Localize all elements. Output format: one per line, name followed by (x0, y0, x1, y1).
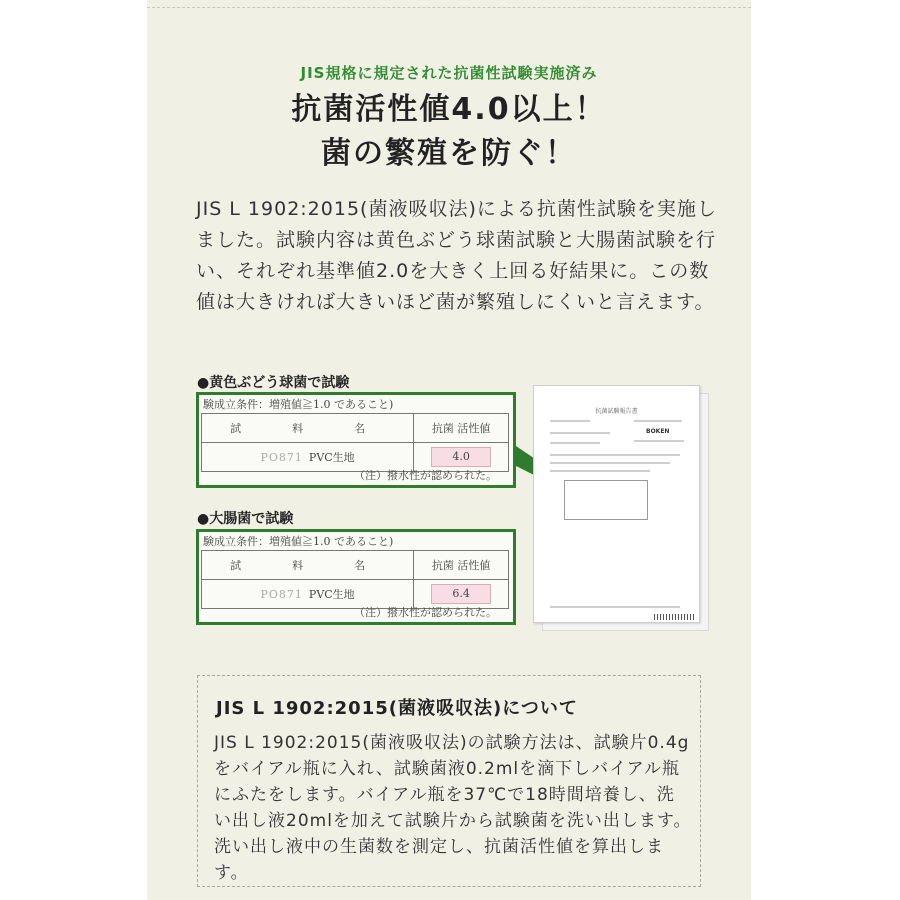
test1-sample-code: PO871 (260, 451, 303, 464)
intro-paragraph: JIS L 1902:2015(菌液吸収法)による抗菌性試験を実施しました。試験内容は黄色ぶどう球菌試験と大腸菌試験を行い、それぞれ基準値2.0を大きく上回る好結果に。この数値は大きければ大きいほど菌が繁殖しにくいと言えます。 (196, 198, 717, 313)
test2-header-value: 抗菌 活性値 (414, 551, 509, 580)
headline-line1: 抗菌活性値4.0以上！ (291, 92, 607, 127)
test1-sample-name: PVC生地 (308, 451, 355, 464)
test1-title: ●黄色ぶどう球菌で試験 (197, 375, 350, 391)
report-document-table (564, 480, 648, 520)
test2-sample-name: PVC生地 (308, 588, 355, 601)
about-box (197, 675, 701, 887)
test2-note: （注）撥水性が認められた。 (354, 606, 497, 619)
test1-activity-value: 4.0 (431, 447, 491, 467)
about-body: JIS L 1902:2015(菌液吸収法)の試験方法は、試験片0.4gをバイアル瓶に入れ、試験菌液0.2mlを滴下しバイアル瓶にふたをします。バイアル瓶を37℃で18時間培養し、洗い出し液20mlを加えて試験片から試験菌を洗い出します。洗い出し液中の生菌数を測定し、抗菌活性値を算出します。 (214, 733, 692, 883)
barcode-icon (654, 614, 694, 620)
test1-condition: 験成立条件：増殖値≧1.0 であること) (203, 398, 394, 411)
test1-header-name: 試 料 名 (202, 414, 414, 443)
about-title: JIS L 1902:2015(菌液吸収法)について (216, 698, 578, 719)
headline-line2: 菌の繁殖を防ぐ！ (321, 136, 577, 171)
report-document-title: 抗菌試験報告書 (595, 408, 638, 415)
test2-sample-code: PO871 (260, 588, 303, 601)
report-document-org: BOKEN (646, 428, 670, 435)
test2-title: ●大腸菌で試験 (197, 511, 294, 527)
test1-header-value: 抗菌 活性値 (414, 414, 509, 443)
subtitle: JIS規格に規定された抗菌性試験実施済み (300, 64, 598, 82)
test1-note: （注）撥水性が認められた。 (354, 469, 497, 482)
test2-header-name: 試 料 名 (202, 551, 414, 580)
report-document-thumbnail (533, 385, 700, 623)
test2-condition: 験成立条件：増殖値≧1.0 であること) (203, 535, 394, 548)
test2-activity-value: 6.4 (431, 584, 491, 604)
